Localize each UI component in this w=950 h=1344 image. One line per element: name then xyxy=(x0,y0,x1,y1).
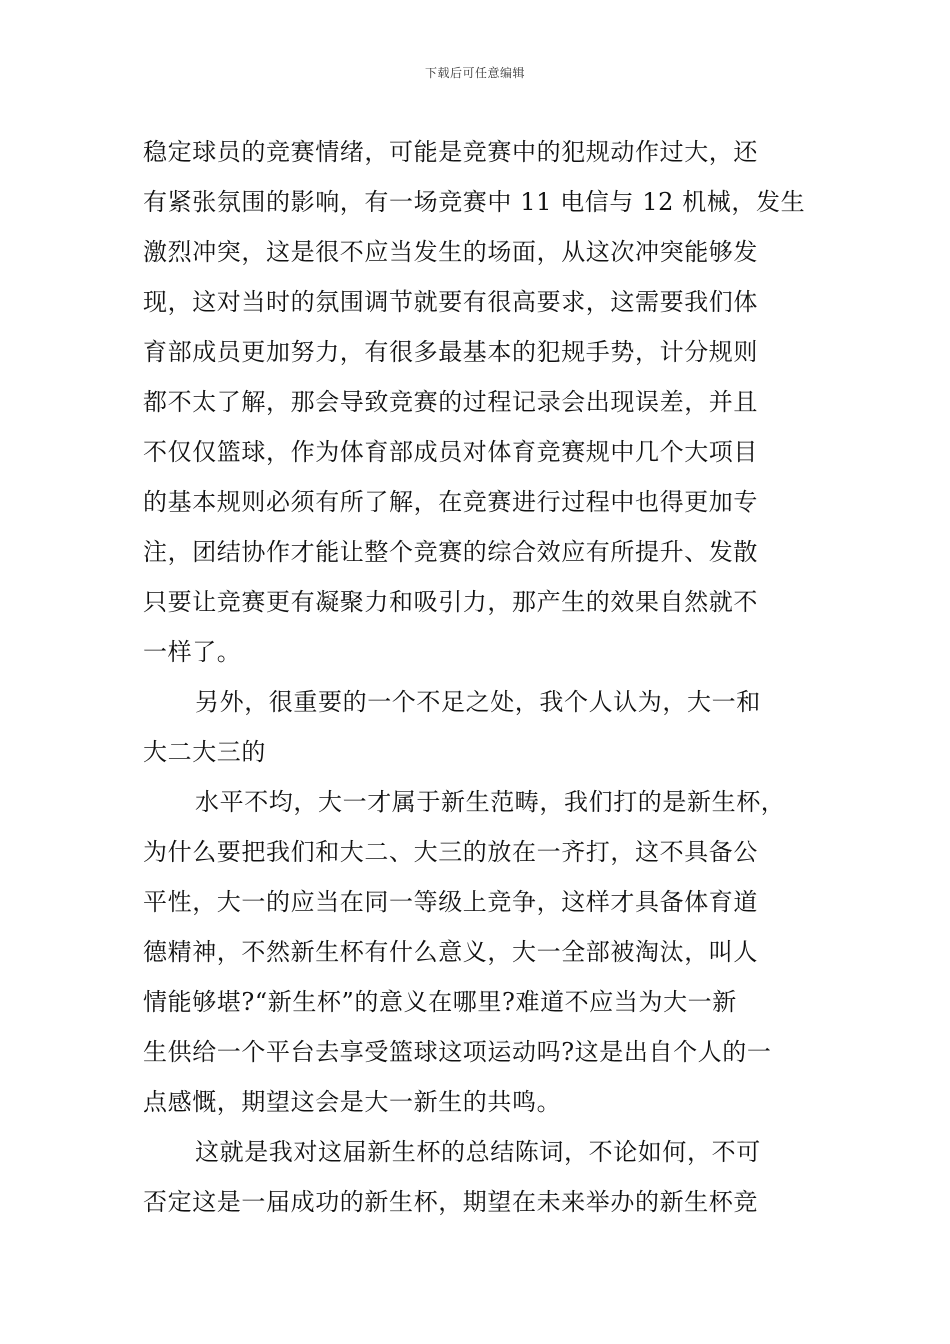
text-line: 激烈冲突，这是很不应当发生的场面，从这次冲突能够发 xyxy=(143,238,758,266)
document-body xyxy=(143,127,815,1227)
paragraph-first-line: 水平不均，大一才属于新生范畴，我们打的是新生杯， xyxy=(195,788,786,816)
text-line: 为什么要把我们和大二、大三的放在一齐打，这不具备公 xyxy=(143,838,758,866)
text-line: 不仅仅篮球，作为体育部成员对体育竞赛规中几个大项目 xyxy=(143,438,758,466)
paragraph-first-line: 这就是我对这届新生杯的总结陈词，不论如何，不可 xyxy=(195,1138,761,1166)
text-line: 平性，大一的应当在同一等级上竞争，这样才具备体育道 xyxy=(143,888,758,916)
text-line: 情能够堪?“新生杯”的意义在哪里?难道不应当为大一新 xyxy=(143,988,737,1016)
text-line: 的基本规则必须有所了解，在竞赛进行过程中也得更加专 xyxy=(143,488,758,516)
text-line: 现，这对当时的氛围调节就要有很高要求，这需要我们体 xyxy=(143,288,758,316)
text-line: 都不太了解，那会导致竞赛的过程记录会出现误差，并且 xyxy=(143,388,758,416)
text-line: 否定这是一届成功的新生杯，期望在未来举办的新生杯竞 xyxy=(143,1188,758,1216)
text-line: 注，团结协作才能让整个竞赛的综合效应有所提升、发散 xyxy=(143,538,758,566)
paragraph-first-line: 另外，很重要的一个不足之处，我个人认为，大一和 xyxy=(195,688,761,716)
text-line: 只要让竞赛更有凝聚力和吸引力，那产生的效果自然就不 xyxy=(143,588,758,616)
text-line: 育部成员更加努力，有很多最基本的犯规手势，计分规则 xyxy=(143,338,758,366)
text-line: 点感慨，期望这会是大一新生的共鸣。 xyxy=(143,1088,562,1116)
header-note: 下载后可任意编辑 xyxy=(424,66,525,80)
text-line: 德精神，不然新生杯有什么意义，大一全部被淘汰，叫人 xyxy=(143,938,758,966)
text-line: 生供给一个平台去享受篮球这项运动吗?这是出自个人的一 xyxy=(143,1038,772,1066)
text-line: 稳定球员的竞赛情绪，可能是竞赛中的犯规动作过大，还 xyxy=(143,138,758,166)
text-line: 大二大三的 xyxy=(143,738,266,766)
text-line: 一样了。 xyxy=(143,638,242,666)
text-line: 有紧张氛围的影响，有一场竞赛中 11 电信与 12 机械，发生 xyxy=(143,188,806,216)
